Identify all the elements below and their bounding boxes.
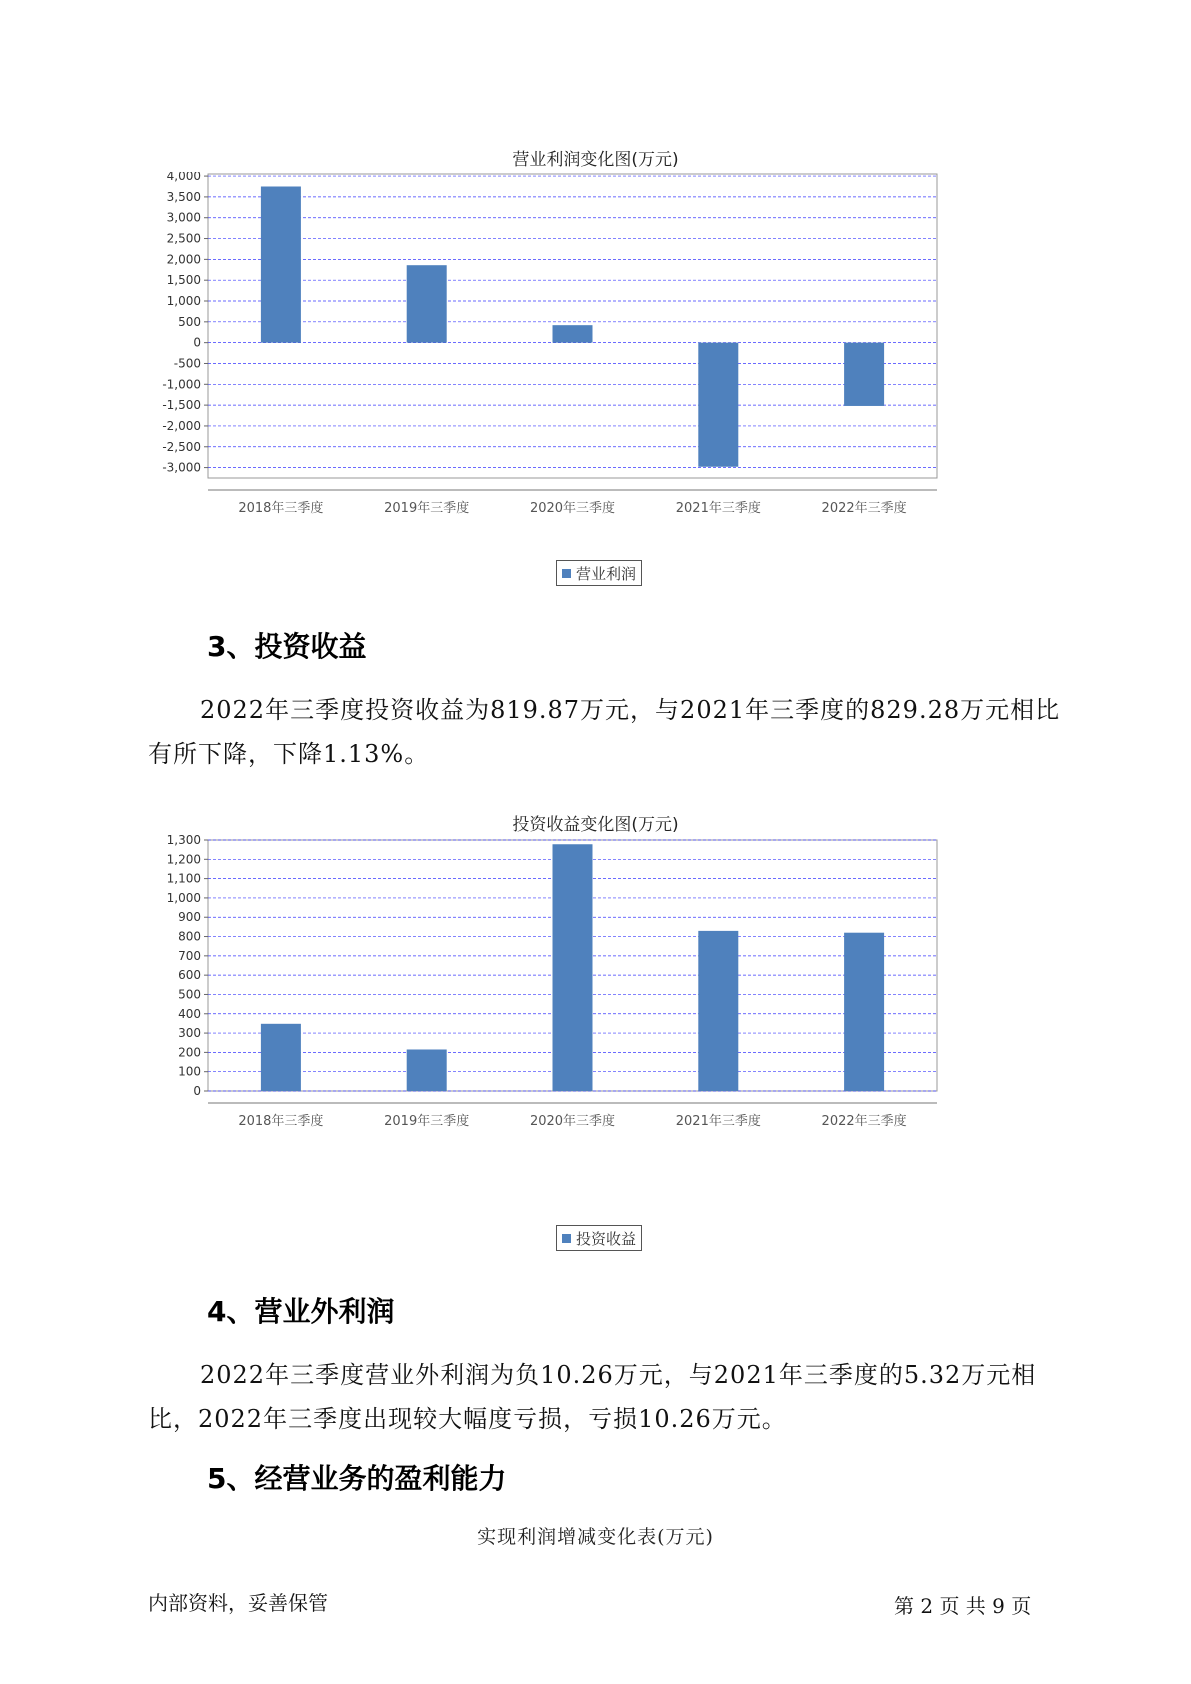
chart2-title: 投资收益变化图(万元)	[512, 815, 679, 835]
y-tick-label: 600	[178, 968, 201, 983]
chart1-legend	[556, 560, 642, 586]
y-tick-label: 200	[178, 1045, 201, 1060]
x-tick-label: 2022年三季度	[821, 1114, 907, 1129]
chart2-legend	[556, 1225, 642, 1251]
y-tick-label: 1,200	[166, 852, 201, 867]
bar	[407, 1049, 447, 1091]
x-tick-label: 2018年三季度	[238, 1114, 324, 1129]
section3-heading: 3、投资收益	[207, 630, 367, 663]
y-tick-label: 0	[193, 1084, 201, 1098]
y-tick-label: 100	[178, 1064, 201, 1079]
bar	[261, 186, 301, 342]
y-tick-label: 3,500	[166, 189, 201, 204]
y-tick-label: 1,000	[166, 890, 201, 905]
y-tick-label: 1,500	[166, 273, 201, 288]
bar	[553, 844, 593, 1091]
x-tick-label: 2021年三季度	[675, 1114, 761, 1129]
y-tick-label: 500	[178, 987, 201, 1002]
legend-swatch	[562, 1234, 571, 1243]
y-tick-label: -1,000	[162, 377, 201, 392]
y-tick-label: 500	[178, 314, 201, 329]
table-caption: 实现利润增减变化表(万元)	[477, 1526, 714, 1548]
section5-heading: 5、经营业务的盈利能力	[207, 1462, 507, 1495]
y-tick-label: 400	[178, 1006, 201, 1021]
section3-text: 2022年三季度投资收益为819.87万元，与2021年三季度的829.28万元相比有所下降，下降1.13%。	[148, 696, 1061, 768]
bar	[407, 265, 447, 342]
x-tick-label: 2018年三季度	[238, 501, 324, 516]
y-tick-label: 1,300	[166, 835, 201, 847]
x-tick-label: 2020年三季度	[529, 501, 616, 516]
x-tick-label: 2019年三季度	[384, 501, 470, 516]
bar	[844, 933, 884, 1091]
y-tick-label: 700	[178, 948, 201, 963]
chart1-legend-label: 营业利润	[576, 564, 637, 583]
bar	[698, 343, 738, 467]
x-tick-label: 2021年三季度	[675, 501, 761, 516]
y-tick-label: 800	[178, 929, 201, 944]
x-tick-label: 2020年三季度	[529, 1114, 616, 1129]
investment-income-chart	[150, 835, 1020, 1215]
y-tick-label: 4,000	[166, 172, 201, 184]
section4-paragraph	[148, 1353, 1068, 1441]
y-tick-label: 300	[178, 1026, 201, 1041]
x-tick-label: 2022年三季度	[821, 501, 907, 516]
footer-notice: 内部资料，妥善保管	[148, 1591, 328, 1615]
y-tick-label: 2,500	[166, 231, 201, 246]
bar	[553, 325, 593, 342]
page-number: 第 2 页 共 9 页	[894, 1594, 1032, 1618]
y-tick-label: -500	[173, 356, 201, 371]
chart1-title: 营业利润变化图(万元)	[512, 150, 679, 170]
bar	[698, 931, 738, 1091]
bar	[844, 343, 884, 406]
section4-heading: 4、营业外利润	[207, 1295, 395, 1328]
x-tick-label: 2019年三季度	[384, 1114, 470, 1129]
section4-text: 2022年三季度营业外利润为负10.26万元，与2021年三季度的5.32万元相比，2022年三季度出现较大幅度亏损，亏损10.26万元。	[148, 1361, 1037, 1433]
y-tick-label: 900	[178, 910, 201, 925]
operating-profit-chart	[150, 172, 1020, 552]
section3-paragraph	[148, 688, 1068, 776]
y-tick-label: 1,000	[166, 294, 201, 309]
y-tick-label: -3,000	[162, 460, 201, 475]
y-tick-label: -1,500	[162, 398, 201, 413]
y-tick-label: 2,000	[166, 252, 201, 267]
y-tick-label: 0	[193, 335, 201, 350]
chart2-legend-label: 投资收益	[576, 1229, 637, 1248]
legend-swatch	[562, 569, 571, 578]
y-tick-label: -2,500	[162, 439, 201, 454]
y-tick-label: -2,000	[162, 418, 201, 433]
y-tick-label: 3,000	[166, 210, 201, 225]
bar	[261, 1024, 301, 1091]
y-tick-label: 1,100	[166, 871, 201, 886]
